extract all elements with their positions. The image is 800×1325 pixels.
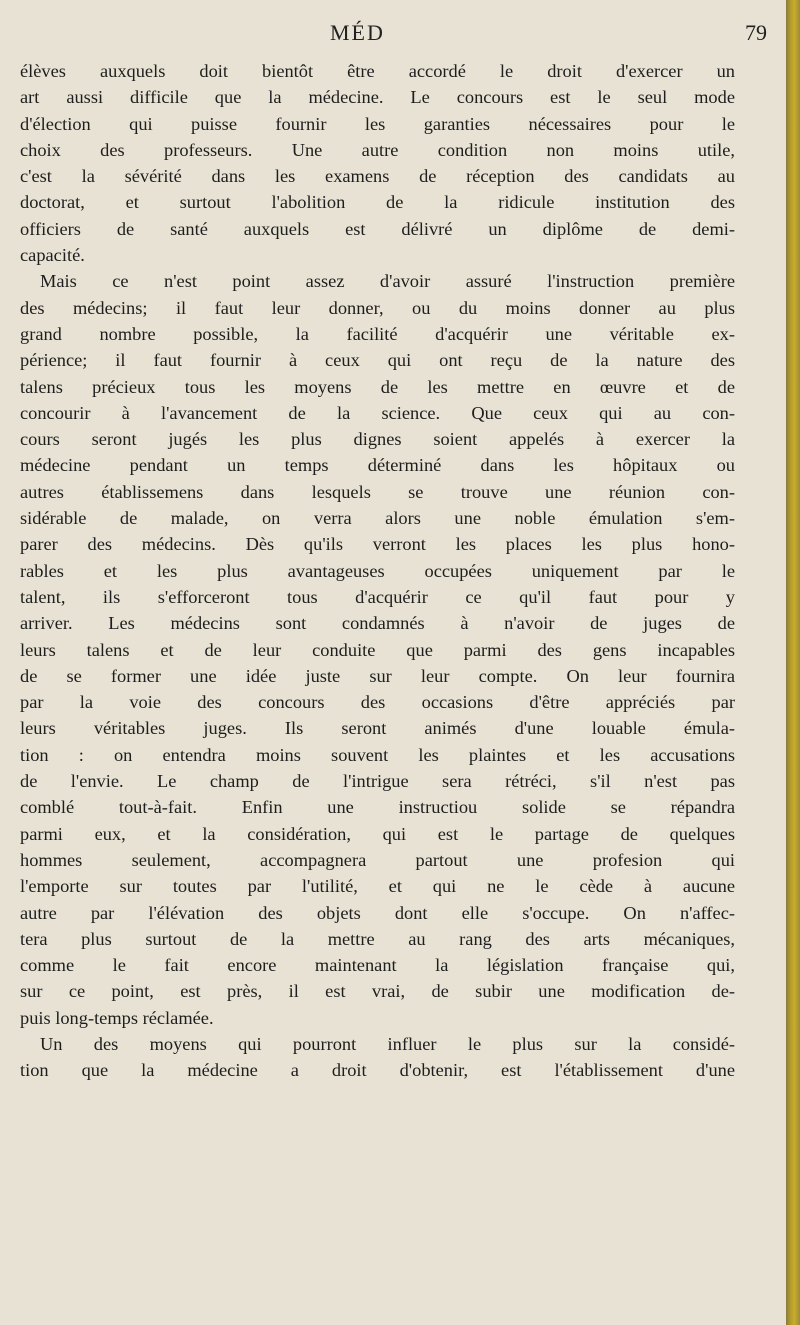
text-line: art aussi difficile que la médecine. Le concours est le seul mode	[20, 87, 735, 108]
text-line: de l'envie. Le champ de l'intrigue sera rétréci, s'il n'est pas	[20, 771, 735, 792]
text-line: leurs véritables juges. Ils seront animés d'une louable émula-	[20, 718, 735, 739]
text-line: l'emporte sur toutes par l'utilité, et qui ne le cède à aucune	[20, 876, 735, 897]
text-line: élèves auxquels doit bientôt être accordé le droit d'exercer un	[20, 61, 735, 81]
text-line: sidérable de malade, on verra alors une noble émulation s'em-	[20, 508, 735, 529]
text-line: talens précieux tous les moyens de les mettre en œuvre et de	[20, 376, 735, 397]
text-line: leurs talens et de leur conduite que parmi des gens incapables	[20, 639, 735, 660]
text-line: tion que la médecine a droit d'obtenir, est l'établissement d'une	[20, 1060, 735, 1081]
text-line: capacité.	[20, 245, 85, 266]
text-line: périence; il faut fournir à ceux qui ont reçu de la nature des	[20, 350, 735, 371]
text-line: de se former une idée juste sur leur compte. On leur fournira	[20, 665, 735, 686]
text-line: médecine pendant un temps déterminé dans les hôpitaux ou	[20, 455, 735, 476]
text-line: des médecins; il faut leur donner, ou du moins donner au plus	[20, 297, 735, 318]
paragraph	[20, 58, 735, 268]
text-line: choix des professeurs. Une autre condition non moins utile,	[20, 139, 735, 160]
text-line: talent, ils s'efforceront tous d'acquérir ce qu'il faut pour y	[20, 586, 735, 607]
text-line: Un des moyens qui pourront influer le plus sur la considé-	[40, 1033, 735, 1054]
text-line: parer des médecins. Dès qu'ils verront les places les plus hono-	[20, 534, 735, 555]
text-line: comblé tout-à-fait. Enfin une instructiou solide se répandra	[20, 797, 735, 818]
page-header	[0, 20, 788, 50]
text-line: comme le fait encore maintenant la législation française qui,	[20, 955, 735, 976]
body-text	[20, 58, 735, 1084]
text-line: tion : on entendra moins souvent les plaintes et les accusations	[20, 744, 735, 765]
paragraph	[20, 1031, 735, 1084]
text-line: hommes seulement, accompagnera partout une profesion qui	[20, 849, 735, 870]
text-line: officiers de santé auxquels est délivré un diplôme de demi-	[20, 218, 735, 239]
text-line: puis long-temps réclamée.	[20, 1007, 214, 1028]
text-line: d'élection qui puisse fournir les garanties nécessaires pour le	[20, 113, 735, 134]
text-line: par la voie des concours des occasions d'être appréciés par	[20, 692, 735, 713]
text-line: autre par l'élévation des objets dont elle s'occupe. On n'affec-	[20, 902, 735, 923]
text-line: parmi eux, et la considération, qui est le partage de quelques	[20, 823, 735, 844]
text-line: doctorat, et surtout l'abolition de la ridicule institution des	[20, 192, 735, 213]
page-number: 79	[745, 20, 767, 45]
text-line: arriver. Les médecins sont condamnés à n'avoir de juges de	[20, 613, 735, 634]
running-head: MÉD	[330, 20, 385, 45]
book-page-edge	[786, 0, 800, 1325]
text-line: c'est la sévérité dans les examens de réception des candidats au	[20, 166, 735, 187]
text-line: concourir à l'avancement de la science. Que ceux qui au con-	[20, 402, 735, 423]
text-line: rables et les plus avantageuses occupées uniquement par le	[20, 560, 735, 581]
text-line: grand nombre possible, la facilité d'acquérir une véritable ex-	[20, 323, 735, 344]
text-line: autres établissemens dans lesquels se trouve une réunion con-	[20, 481, 735, 502]
text-line: tera plus surtout de la mettre au rang des arts mécaniques,	[20, 928, 735, 949]
text-line: Mais ce n'est point assez d'avoir assuré l'instruction première	[40, 271, 735, 292]
text-line: cours seront jugés les plus dignes soient appelés à exercer la	[20, 429, 735, 450]
paragraph	[20, 268, 735, 1031]
text-line: sur ce point, est près, il est vrai, de subir une modification de-	[20, 981, 735, 1002]
